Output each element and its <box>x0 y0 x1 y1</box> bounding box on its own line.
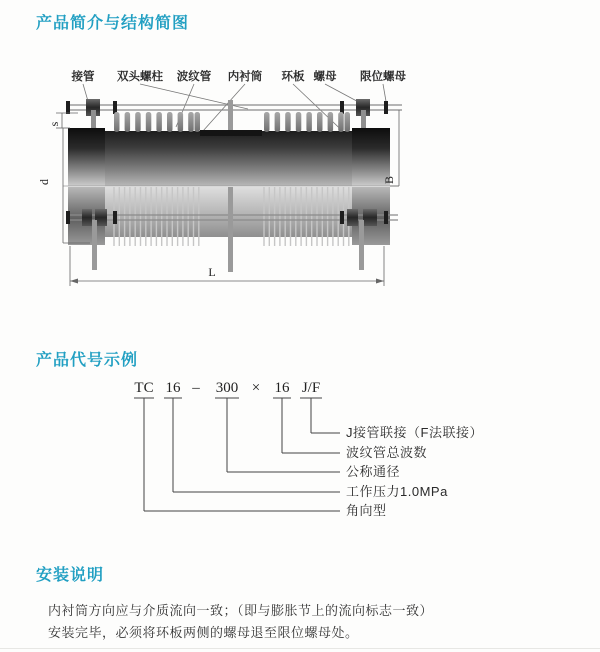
legend-angular-type: 角向型 <box>346 503 387 518</box>
label-liner: 内衬筒 <box>227 71 263 83</box>
stud-pin-right <box>359 220 364 270</box>
code-seg-pressure: 16 <box>165 380 181 396</box>
label-limit-nut: 限位螺母 <box>360 71 406 83</box>
code-seg-type: TC <box>134 380 154 396</box>
stud-pin-left <box>92 220 97 270</box>
legend-wave-count: 波纹管总波数 <box>346 445 428 460</box>
install-instructions <box>48 600 528 644</box>
code-connectors <box>134 398 340 511</box>
install-line-2: 安装完毕，必须将环板两侧的螺母退至限位螺母处。 <box>48 625 359 640</box>
code-seg-dash: – <box>192 380 200 396</box>
structure-diagram <box>0 52 600 302</box>
product-code-diagram <box>0 378 600 520</box>
part-labels <box>71 69 407 83</box>
label-ring-plate: 环板 <box>281 71 305 83</box>
pipe-end-left <box>68 128 105 186</box>
bellows-fins-right <box>264 112 350 132</box>
code-line <box>134 380 320 396</box>
code-legend <box>346 425 483 518</box>
dim-l <box>70 246 384 286</box>
code-seg-times: × <box>251 380 261 396</box>
liner-pin-top <box>228 100 233 131</box>
code-seg-waves: 16 <box>274 380 290 396</box>
code-seg-connection: J/F <box>301 380 321 396</box>
dim-s <box>47 113 78 128</box>
label-bellows: 波纹管 <box>176 71 212 83</box>
code-seg-diameter: 300 <box>215 380 239 396</box>
dim-label-l: L <box>208 265 216 279</box>
liner-pin-bottom <box>228 187 233 272</box>
legend-connection: J接管联接（F法联接） <box>346 425 483 440</box>
section-heading-install: 安装说明 <box>36 567 105 584</box>
legend-working-pressure: 工作压力1.0MPa <box>346 484 448 499</box>
dim-label-d: d <box>37 179 51 185</box>
section-heading-intro: 产品简介与结构简图 <box>36 15 190 32</box>
install-line-1: 内衬筒方向应与介质流向一致；（即与膨胀节上的流向标志一致） <box>48 603 434 618</box>
liner-band <box>200 130 262 136</box>
dim-label-s: s <box>47 121 61 127</box>
label-stud: 双头螺柱 <box>117 71 163 83</box>
bellows-fins-left <box>114 112 200 132</box>
label-pipe-end: 接管 <box>71 71 95 83</box>
page-bottom-edge <box>0 648 600 649</box>
legend-nominal-diameter: 公称通径 <box>346 464 401 479</box>
label-nut: 螺母 <box>313 71 337 83</box>
section-heading-code: 产品代号示例 <box>36 352 139 369</box>
dim-label-b: B <box>382 175 396 185</box>
